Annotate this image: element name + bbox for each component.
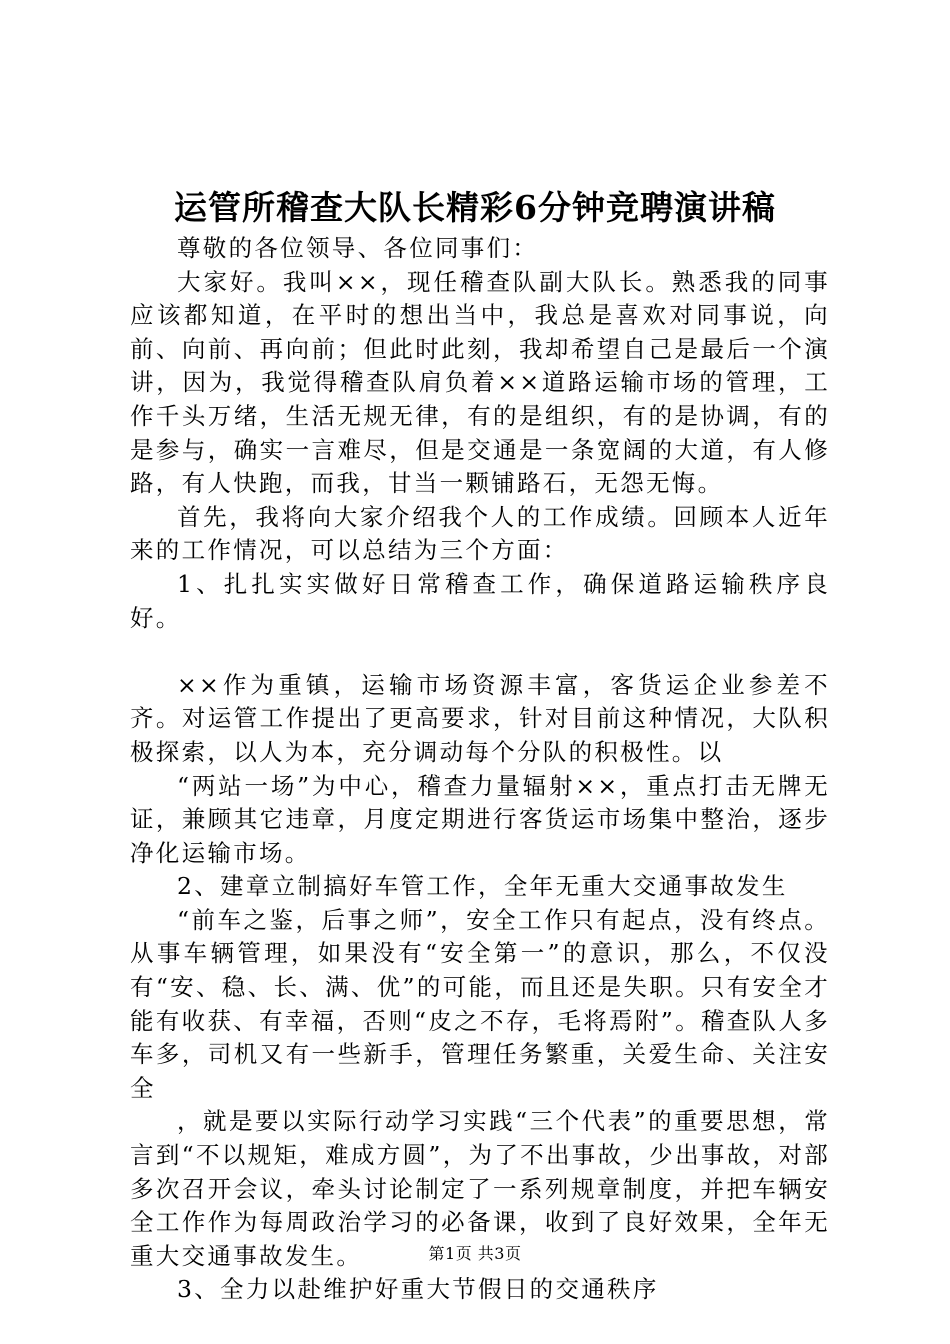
section-1-paragraph-1: ××作为重镇，运输市场资源丰富，客货运企业参差不齐。对运管工作提出了更高要求，针对目前这种情况，大队积极探索，以人为本，充分调动每个分队的积极性。以 xyxy=(130,670,830,766)
intro-paragraph: 大家好。我叫××，现任稽查队副大队长。熟悉我的同事应该都知道，在平时的想出当中，我总是喜欢对同事说，向前、向前、再向前；但此时此刻，我却希望自己是最后一个演讲，因为，我觉得稽查队肩负着××道路运输市场的管理，工作千头万绪，生活无规无律，有的是组织，有的是协调，有的是参与，确实一言难尽，但是交通是一条宽阔的大道，有人修路，有人快跑，而我，甘当一颗铺路石，无怨无悔。 xyxy=(130,267,830,498)
salutation-paragraph: 尊敬的各位领导、各位同事们： xyxy=(177,234,539,262)
section-1-paragraph-2: “两站一场”为中心，稽查力量辐射××，重点打击无牌无证，兼顾其它违章，月度定期进行客货运市场集中整治，逐步净化运输市场。 xyxy=(130,771,830,867)
document-title: 运管所稽查大队长精彩6分钟竞聘演讲稿 xyxy=(174,188,776,227)
overview-paragraph: 首先，我将向大家介绍我个人的工作成绩。回顾本人近年来的工作情况，可以总结为三个方面： xyxy=(130,502,830,565)
section-2-paragraph-1: “前车之鉴，后事之师”，安全工作只有起点，没有终点。从事车辆管理，如果没有“安全第一”的意识，那么，不仅没有“安、稳、长、满、优”的可能，而且还是失职。只有安全才能有收获、有幸福，否则“皮之不存，毛将焉附”。稽查队人多车多，司机又有一些新手，管理任务繁重，关爱生命、关注安全 xyxy=(130,905,830,1102)
page-footer: 第1页 共3页 xyxy=(428,1244,522,1263)
section-2-paragraph-2: ，就是要以实际行动学习实践“三个代表”的重要思想，常言到“不以规矩，难成方圆”，为了不出事故，少出事故，对部多次召开会议，牵头讨论制定了一系列规章制度，并把车辆安全工作作为每周政治学习的必备课，收到了良好效果，全年无重大交通事故发生。 xyxy=(130,1107,830,1270)
section-heading-2: 2、建章立制搞好车管工作，全年无重大交通事故发生 xyxy=(177,872,788,901)
section-heading-1: 1、扎扎实实做好日常稽查工作，确保道路运输秩序良好。 xyxy=(130,569,830,632)
document-body xyxy=(130,232,830,1307)
section-heading-3: 3、全力以赴维护好重大节假日的交通秩序 xyxy=(177,1275,659,1304)
